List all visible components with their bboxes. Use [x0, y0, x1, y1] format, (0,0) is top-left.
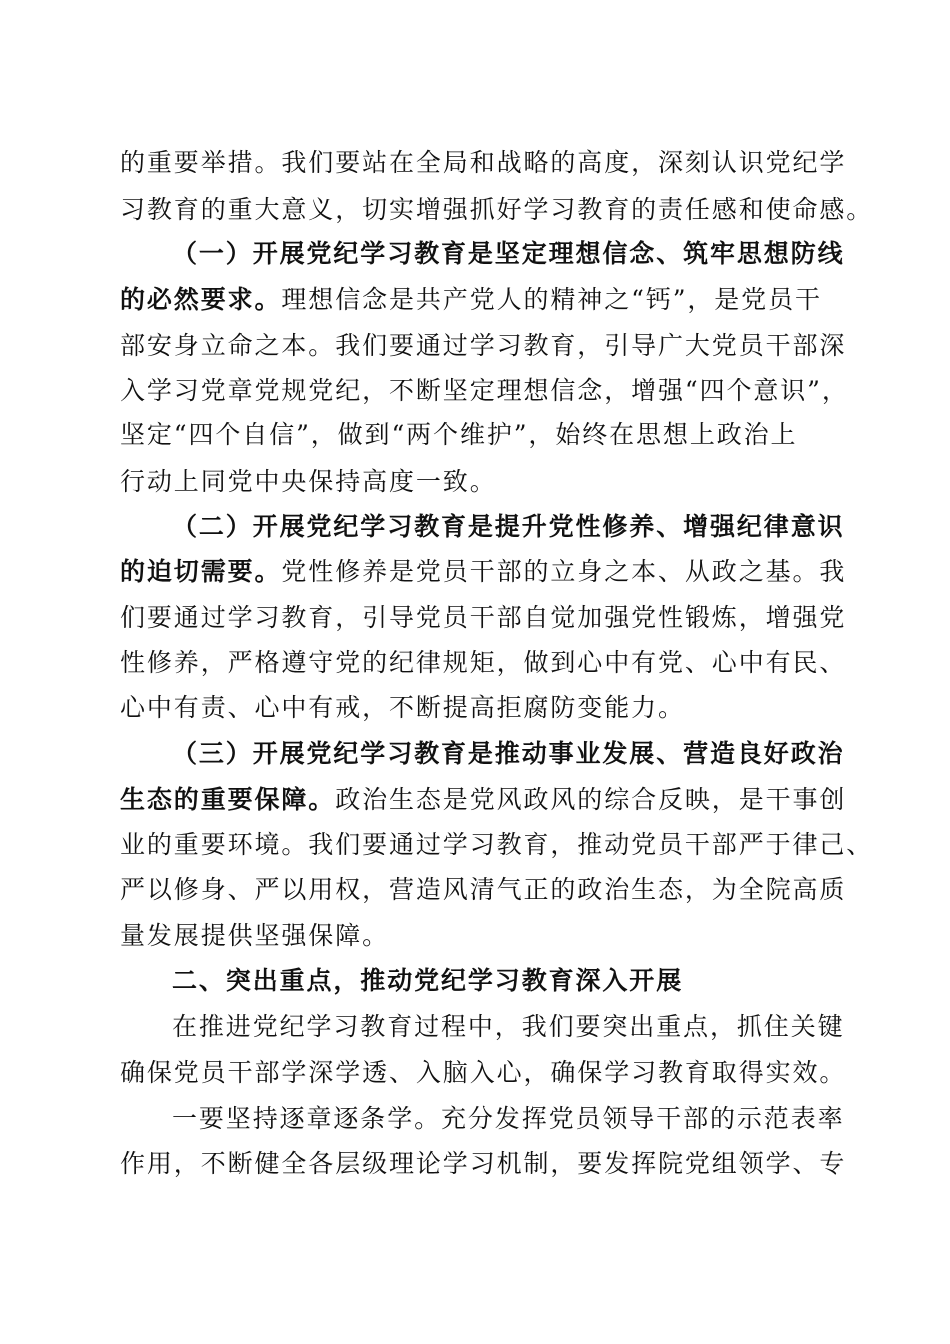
text-line: 量发展提供坚强保障。 [120, 921, 390, 950]
text-line: 心中有责、心中有戒，不断提高拒腐防变能力。 [120, 693, 685, 722]
text-line: 部安身立命之本。我们要通过学习教育，引导广大党员干部深 [120, 331, 847, 360]
subheading-tail: 的必然要求。 [120, 285, 282, 314]
text-line: 业的重要环境。我们要通过学习教育，推动党员干部严于律己、 [120, 830, 874, 859]
text-line: 入学习党章党规党纪，不断坚定理想信念，增强“四个意识”， [120, 376, 849, 405]
subheading-line: （二）开展党纪学习教育是提升党性修养、增强纪律意识 [172, 512, 845, 541]
text-span: 理想信念是共产党人的精神之“钙”，是党员干 [281, 285, 822, 314]
subheading-line: （三）开展党纪学习教育是推动事业发展、营造良好政治 [172, 739, 845, 768]
text-span: 党性修养是党员干部的立身之本、从政之基。我 [281, 557, 847, 586]
text-line: 作用，不断健全各层级理论学习机制，要发挥院党组领学、专 [120, 1149, 847, 1178]
text-line: 确保党员干部学深学透、入脑入心，确保学习教育取得实效。 [120, 1058, 847, 1087]
text-line: 严以修身、严以用权，营造风清气正的政治生态，为全院高质 [120, 875, 847, 904]
text-line [120, 280, 840, 320]
text-line: 习教育的重大意义，切实增强抓好学习教育的责任感和使命感。 [120, 195, 874, 224]
subheading-tail: 生态的重要保障。 [120, 785, 336, 814]
text-line [120, 780, 847, 820]
text-line: 在推进党纪学习教育过程中，我们要突出重点，抓住关键 [172, 1012, 845, 1041]
text-span: 政治生态是党风政风的综合反映，是干事创 [335, 785, 847, 814]
text-line: 坚定“四个自信”，做到“两个维护”，始终在思想上政治上 [120, 420, 798, 449]
section-heading: 二、突出重点，推动党纪学习教育深入开展 [172, 966, 684, 995]
subheading-tail: 的迫切需要。 [120, 557, 282, 586]
text-line: 行动上同党中央保持高度一致。 [120, 467, 497, 496]
subheading-line: （一）开展党纪学习教育是坚定理想信念、筑牢思想防线 [172, 239, 845, 268]
text-line: 性修养，严格遵守党的纪律规矩，做到心中有党、心中有民、 [120, 648, 847, 677]
text-line: 的重要举措。我们要站在全局和战略的高度，深刻认识党纪学 [120, 148, 847, 177]
text-line: 一要坚持逐章逐条学。充分发挥党员领导干部的示范表率 [172, 1104, 845, 1133]
text-line [120, 552, 847, 592]
text-line: 们要通过学习教育，引导党员干部自觉加强党性锻炼，增强党 [120, 603, 847, 632]
